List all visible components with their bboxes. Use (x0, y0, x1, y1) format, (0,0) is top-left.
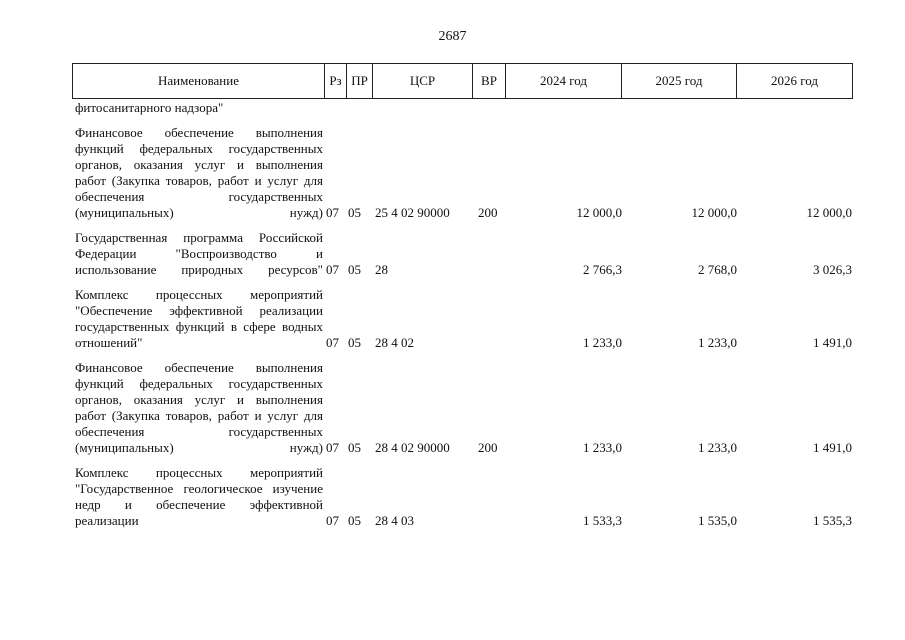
row-csr: 28 4 02 90000 (375, 440, 450, 455)
row-vr: 200 (478, 440, 498, 455)
row-pr: 05 (348, 335, 361, 350)
row-2025: 1 233,0 (698, 440, 737, 455)
row-rz: 07 (326, 335, 339, 350)
table-row (72, 230, 853, 278)
row-2024: 1 233,0 (583, 335, 622, 350)
row-pr: 05 (348, 262, 361, 277)
row-2025: 1 535,0 (698, 513, 737, 528)
header-csr: ЦСР (373, 64, 473, 98)
row-2026: 12 000,0 (806, 205, 852, 220)
row-rz: 07 (326, 440, 339, 455)
table-body (72, 100, 853, 538)
header-2024: 2024 год (506, 64, 622, 98)
row-2024: 12 000,0 (576, 205, 622, 220)
row-pr: 05 (348, 513, 361, 528)
page-number: 2687 (438, 29, 467, 44)
row-2025: 1 233,0 (698, 335, 737, 350)
header-vr: ВР (473, 64, 506, 98)
table-row (72, 465, 853, 529)
row-rz: 07 (326, 513, 339, 528)
header-2026: 2026 год (771, 73, 818, 88)
header-rz: Рз (325, 64, 347, 98)
row-2025: 12 000,0 (691, 205, 737, 220)
row-2024: 2 766,3 (583, 262, 622, 277)
table-header (72, 63, 853, 99)
row-name: фитосанитарного надзора" (75, 100, 224, 115)
header-2025: 2025 год (622, 64, 737, 98)
row-2025: 2 768,0 (698, 262, 737, 277)
row-name: Государственная программа Российской Федерации "Воспроизводство и использование природных ресурсов" (75, 230, 323, 277)
row-name: Финансовое обеспечение выполнения функций федеральных государственных органов, оказания услуг и выполнения работ (Закупка товаров, работ и услуг для обеспечения государственных (муниципальных) нужд) (75, 360, 323, 455)
row-csr: 28 (375, 262, 388, 277)
table-row (72, 125, 853, 221)
row-2026: 1 491,0 (813, 335, 852, 350)
table-row (72, 100, 853, 116)
row-name: Комплекс процессных мероприятий "Обеспечение эффективной реализации государственных функций в сфере водных отношений" (75, 287, 323, 350)
row-2024: 1 233,0 (583, 440, 622, 455)
row-rz: 07 (326, 262, 339, 277)
row-csr: 25 4 02 90000 (375, 205, 450, 220)
row-csr: 28 4 02 (375, 335, 414, 350)
row-rz: 07 (326, 205, 339, 220)
header-pr: ПР (347, 64, 373, 98)
row-pr: 05 (348, 440, 361, 455)
table-row (72, 287, 853, 351)
table-row (72, 360, 853, 456)
row-name: Финансовое обеспечение выполнения функций федеральных государственных органов, оказания услуг и выполнения работ (Закупка товаров, работ и услуг для обеспечения государственных (муниципальных) нужд) (75, 125, 323, 220)
row-csr: 28 4 03 (375, 513, 414, 528)
row-2026: 3 026,3 (813, 262, 852, 277)
row-pr: 05 (348, 205, 361, 220)
row-2026: 1 535,3 (813, 513, 852, 528)
header-name: Наименование (73, 64, 325, 98)
row-name: Комплекс процессных мероприятий "Государственное геологическое изучение недр и обеспечение эффективной реализации (75, 465, 323, 528)
row-vr: 200 (478, 205, 498, 220)
row-2024: 1 533,3 (583, 513, 622, 528)
row-2026: 1 491,0 (813, 440, 852, 455)
